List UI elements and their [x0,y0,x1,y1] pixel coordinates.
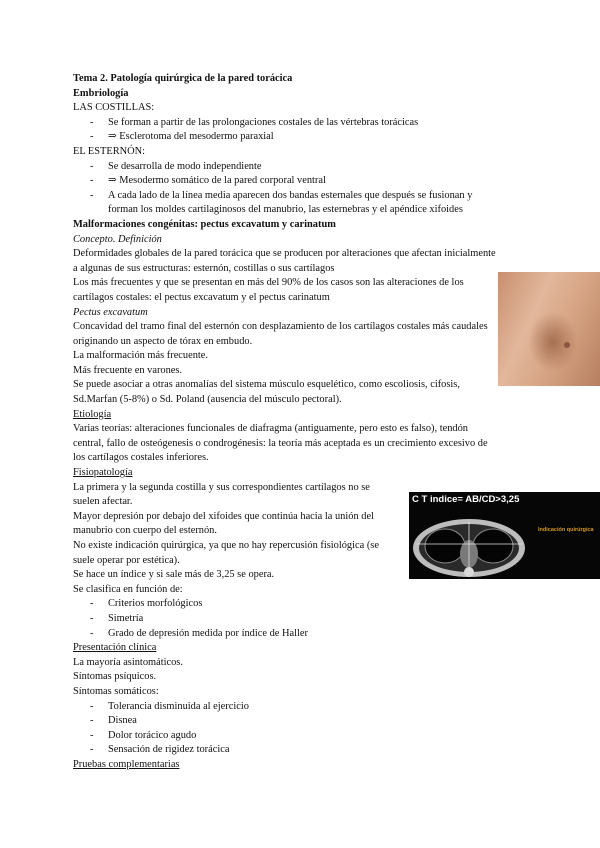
document-body [73,72,505,773]
nipple-mark [564,342,570,348]
text-line: cartílagos costales: el pectus excavatum y el pectus carinatum [73,291,330,303]
text-line: Concavidad del tramo final del esternón con desplazamiento de los cartílagos costales más caudales [73,321,488,333]
text-line: originando un aspecto de tórax en embudo. [73,335,253,347]
text-line: a algunas de sus estructuras: esternón, costillas o sus cartílagos [73,262,335,274]
ct-index-title: C T indice= AB/CD>3,25 [412,494,520,505]
ct-right-lung [473,529,513,563]
text-line: suelen afectar. [73,496,133,508]
list-item-continuation: forman los moldes cartilaginosos del manubrio, las esternebras y el apéndice xifoides [108,204,463,216]
fisiopatologia-heading: Fisiopatología [73,467,133,479]
list-item: - Simetría [90,612,144,624]
esternon-heading: EL ESTERNÓN: [73,145,146,157]
text-line: La primera y la segunda costilla y sus correspondientes cartílagos no se [73,481,370,493]
text-line: No existe indicación quirúrgica, ya que no hay repercusión fisiológica (se [73,540,379,551]
list-item: - Se desarrolla de modo independiente [90,160,262,172]
text-line: La malformación más frecuente. [73,350,209,362]
etiologia-heading: Etiología [73,408,112,420]
costillas-list [73,116,505,145]
text-line: los cartílagos costales inferiores. [73,452,209,464]
section-heading-malformaciones: Malformaciones congénitas: pectus excavatum y carinatum [73,218,336,230]
list-item: - Grado de depresión medida por índice de Haller [90,627,308,639]
text-line: Sd.Marfan (5-8%) o Sd. Poland (ausencia del músculo pectoral). [73,394,342,406]
text-line: Más frecuente en varones. [73,364,183,376]
document-title: Tema 2. Patología quirúrgica de la pared torácica [73,73,293,84]
pruebas-heading: Pruebas complementarias [73,758,180,770]
presentacion-heading: Presentación clínica [73,642,157,654]
ct-left-lung [425,529,465,563]
list-item: - Criterios morfológicos [90,598,203,610]
pectus-excavatum-photo [498,272,600,386]
list-item: - ⇒ Esclerotoma del mesodermo paraxial [90,131,274,143]
esternon-list [73,160,505,218]
list-item: - Disnea [90,715,137,727]
pectus-heading: Pectus excavatum [73,306,148,318]
text-line: Se clasifica en función de: [73,583,183,595]
list-item: - Tolerancia disminuida al ejercicio [90,700,249,712]
text-line: Síntomas psíquicos. [73,671,157,683]
text-line: suele operar por estética). [73,554,180,566]
ct-scan-drawing [409,492,600,579]
concepto-heading: Concepto. Definición [73,233,162,245]
text-line: Síntomas somáticos: [73,685,159,697]
ct-indication-label: Indicación quirúrgica [538,527,594,533]
text-line: Se hace un índice y si sale más de 3,25 se opera. [73,569,275,581]
ct-scan-image [409,492,600,579]
text-line: manubrio con cuerpo del esternón. [73,525,217,537]
text-line: Los más frecuentes y que se presentan en más del 90% de los casos son las alteraciones de los [73,277,464,289]
clasificacion-list [73,597,505,641]
costillas-heading: LAS COSTILLAS: [73,102,155,114]
chest-depression-shade [528,312,578,372]
text-line: Se puede asociar a otras anomalías del sistema músculo esquelético, como escoliosis, cifosis, [73,379,460,391]
list-item: - Sensación de rigidez torácica [90,744,230,756]
fisiopatologia-text [73,481,405,598]
list-item: - ⇒ Mesodermo somático de la pared corporal ventral [90,175,326,187]
list-item: - Dolor torácico agudo [90,729,197,741]
text-line: central, fallo de osteógenesis o condrogénesis: la teoría más aceptada es un crecimiento excesivo de [73,437,488,449]
text-line: Mayor depresión por debajo del xifoides que continúa hacia la unión del [73,510,374,522]
list-item: - Se forman a partir de las prolongaciones costales de las vértebras torácicas [90,116,419,128]
section-heading-embriologia: Embriología [73,87,129,99]
sintomas-list [73,700,505,758]
list-item: - A cada lado de la línea media aparecen dos bandas esternales que después se fusionan y [90,189,473,201]
text-line: La mayoría asintomáticos. [73,656,183,668]
text-line: Deformidades globales de la pared torácica que se producen por alteraciones que afectan inicialmente [73,248,496,260]
text-line: Varias teorías: alteraciones funcionales de diafragma (antiguamente, pero esto es falso), tendón [73,423,468,435]
